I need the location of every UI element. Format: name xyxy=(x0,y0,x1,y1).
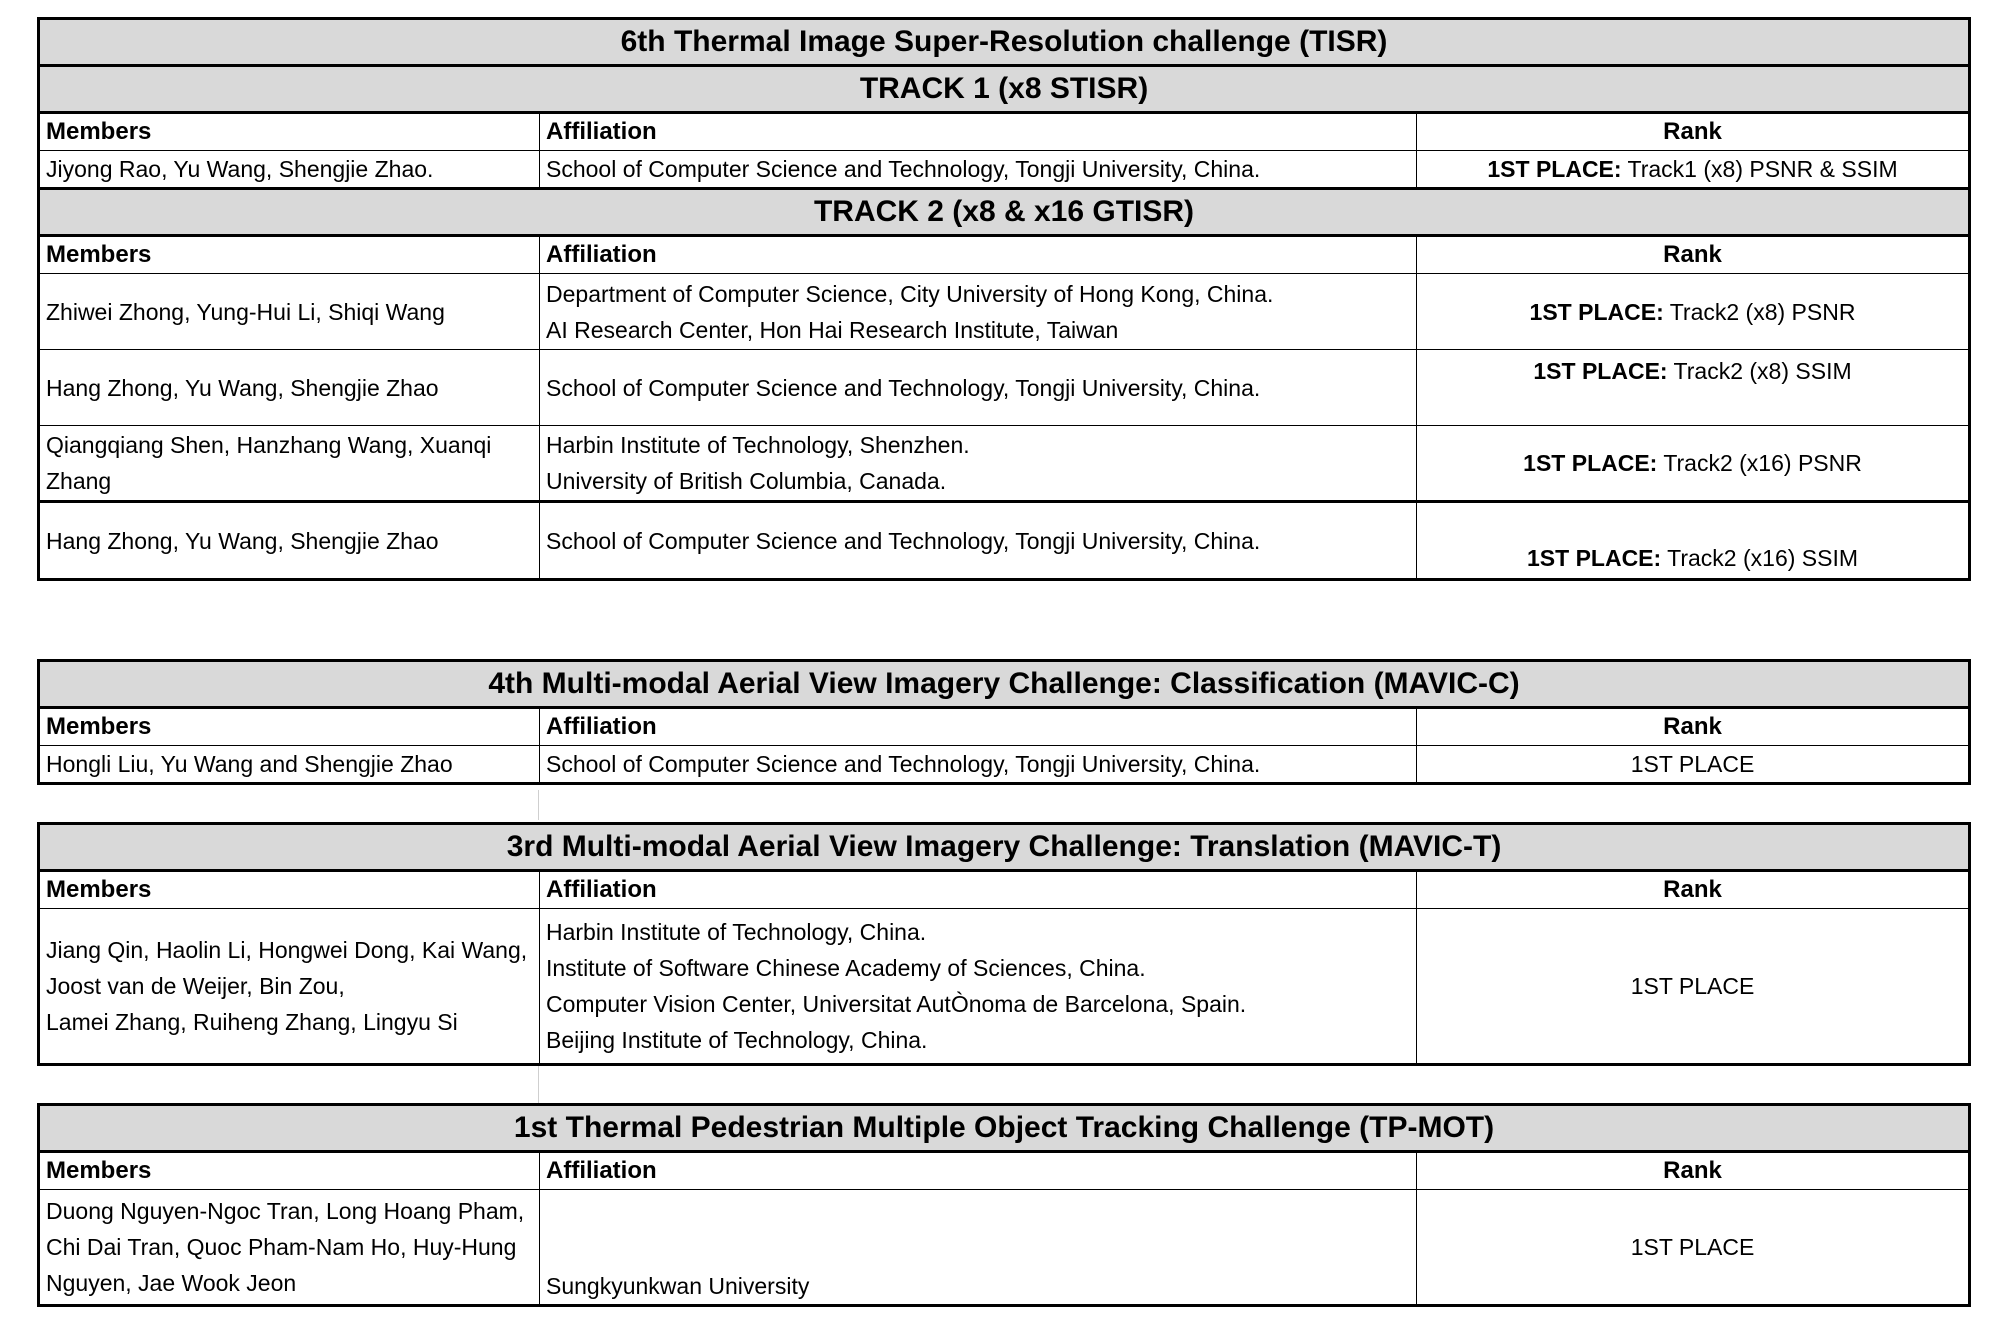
members-header: Members xyxy=(39,1152,540,1190)
members-header: Members xyxy=(39,708,540,746)
rank-cell xyxy=(1417,426,1970,502)
members-line: Chi Dai Tran, Quoc Pham-Nam Ho, Huy-Hung xyxy=(46,1234,517,1260)
affiliation-line: Harbin Institute of Technology, China. xyxy=(546,919,927,945)
table-row xyxy=(39,746,1970,784)
affiliation-line: AI Research Center, Hon Hai Research Institute, Taiwan xyxy=(546,316,1119,343)
members-line: Qiangqiang Shen, Hanzhang Wang, Xuanqi xyxy=(46,432,492,458)
affiliation-cell: School of Computer Science and Technology, Tongji University, China. xyxy=(540,151,1417,189)
rank-text: Track2 (x16) PSNR xyxy=(1657,450,1862,476)
rank-text: Track2 (x16) SSIM xyxy=(1661,545,1859,571)
table-row xyxy=(39,426,1970,502)
mavic-t-title: 3rd Multi-modal Aerial View Imagery Challenge: Translation (MAVIC-T) xyxy=(39,824,1970,871)
rank-text: Track1 (x8) PSNR & SSIM xyxy=(1621,156,1898,182)
rank-bold: 1ST PLACE: xyxy=(1533,358,1668,384)
rank-cell xyxy=(1417,350,1970,426)
affiliation-cell: School of Computer Science and Technology, Tongji University, China. xyxy=(540,502,1417,580)
tp-mot-title: 1st Thermal Pedestrian Multiple Object Tracking Challenge (TP-MOT) xyxy=(39,1105,1970,1152)
rank-header: Rank xyxy=(1417,871,1970,909)
affiliation-header: Affiliation xyxy=(540,871,1417,909)
tisr-title: 6th Thermal Image Super-Resolution challenge (TISR) xyxy=(39,19,1970,66)
members-cell xyxy=(39,426,540,502)
members-line: Joost van de Weijer, Bin Zou, xyxy=(46,973,345,999)
members-header: Members xyxy=(39,871,540,909)
rank-cell: 1ST PLACE xyxy=(1417,1190,1970,1306)
tp-mot-table xyxy=(37,1103,1971,1307)
gridline xyxy=(538,790,539,820)
rank-header: Rank xyxy=(1417,1152,1970,1190)
rank-text: Track2 (x8) PSNR xyxy=(1663,298,1856,325)
members-cell: Jiyong Rao, Yu Wang, Shengjie Zhao. xyxy=(39,151,540,189)
members-cell: Hongli Liu, Yu Wang and Shengjie Zhao xyxy=(39,746,540,784)
rank-cell xyxy=(1417,274,1970,350)
affiliation-cell xyxy=(540,909,1417,1065)
gridline xyxy=(538,1066,539,1104)
tisr-table xyxy=(37,17,1971,581)
rank-bold: 1ST PLACE: xyxy=(1529,298,1664,325)
rank-header: Rank xyxy=(1417,113,1970,151)
table-row xyxy=(39,1190,1970,1306)
mavic-c-table xyxy=(37,659,1971,785)
rank-header: Rank xyxy=(1417,708,1970,746)
members-cell xyxy=(39,1190,540,1306)
affiliation-cell: School of Computer Science and Technology, Tongji University, China. xyxy=(540,350,1417,426)
affiliation-header: Affiliation xyxy=(540,113,1417,151)
affiliation-line: University of British Columbia, Canada. xyxy=(546,468,947,494)
rank-bold: 1ST PLACE: xyxy=(1523,450,1658,476)
rank-cell xyxy=(1417,151,1970,189)
affiliation-header: Affiliation xyxy=(540,1152,1417,1190)
members-cell xyxy=(39,909,540,1065)
rank-cell xyxy=(1417,502,1970,580)
members-line: Lamei Zhang, Ruiheng Zhang, Lingyu Si xyxy=(46,1009,458,1035)
rank-cell: 1ST PLACE xyxy=(1417,746,1970,784)
affiliation-line: Beijing Institute of Technology, China. xyxy=(546,1027,928,1053)
table-row xyxy=(39,350,1970,426)
affiliation-cell: Sungkyunkwan University xyxy=(540,1190,1417,1306)
track2-title: TRACK 2 (x8 & x16 GTISR) xyxy=(39,189,1970,236)
members-header: Members xyxy=(39,113,540,151)
table-row xyxy=(39,909,1970,1065)
rank-header: Rank xyxy=(1417,236,1970,274)
members-line: Nguyen, Jae Wook Jeon xyxy=(46,1270,297,1296)
track1-title: TRACK 1 (x8 STISR) xyxy=(39,66,1970,113)
table-row xyxy=(39,502,1970,580)
table-row xyxy=(39,274,1970,350)
members-line: Zhang xyxy=(46,468,112,494)
mavic-c-title: 4th Multi-modal Aerial View Imagery Challenge: Classification (MAVIC-C) xyxy=(39,661,1970,708)
members-cell: Hang Zhong, Yu Wang, Shengjie Zhao xyxy=(39,502,540,580)
affiliation-line: Institute of Software Chinese Academy of Sciences, China. xyxy=(546,955,1146,981)
affiliation-line: Computer Vision Center, Universitat AutÒnoma de Barcelona, Spain. xyxy=(546,991,1247,1017)
members-cell: Zhiwei Zhong, Yung-Hui Li, Shiqi Wang xyxy=(39,274,540,350)
affiliation-header: Affiliation xyxy=(540,708,1417,746)
mavic-t-table xyxy=(37,822,1971,1066)
affiliation-cell xyxy=(540,426,1417,502)
affiliation-line: Harbin Institute of Technology, Shenzhen. xyxy=(546,432,970,458)
members-line: Jiang Qin, Haolin Li, Hongwei Dong, Kai Wang, xyxy=(46,937,528,963)
members-header: Members xyxy=(39,236,540,274)
affiliation-header: Affiliation xyxy=(540,236,1417,274)
rank-bold: 1ST PLACE: xyxy=(1487,156,1622,182)
members-line: Duong Nguyen-Ngoc Tran, Long Hoang Pham, xyxy=(46,1198,525,1224)
affiliation-cell xyxy=(540,274,1417,350)
rank-text: Track2 (x8) SSIM xyxy=(1667,358,1852,384)
table-row xyxy=(39,151,1970,189)
rank-bold: 1ST PLACE: xyxy=(1527,545,1662,571)
affiliation-cell: School of Computer Science and Technology, Tongji University, China. xyxy=(540,746,1417,784)
affiliation-line: Department of Computer Science, City University of Hong Kong, China. xyxy=(546,280,1274,307)
members-cell: Hang Zhong, Yu Wang, Shengjie Zhao xyxy=(39,350,540,426)
rank-cell: 1ST PLACE xyxy=(1417,909,1970,1065)
